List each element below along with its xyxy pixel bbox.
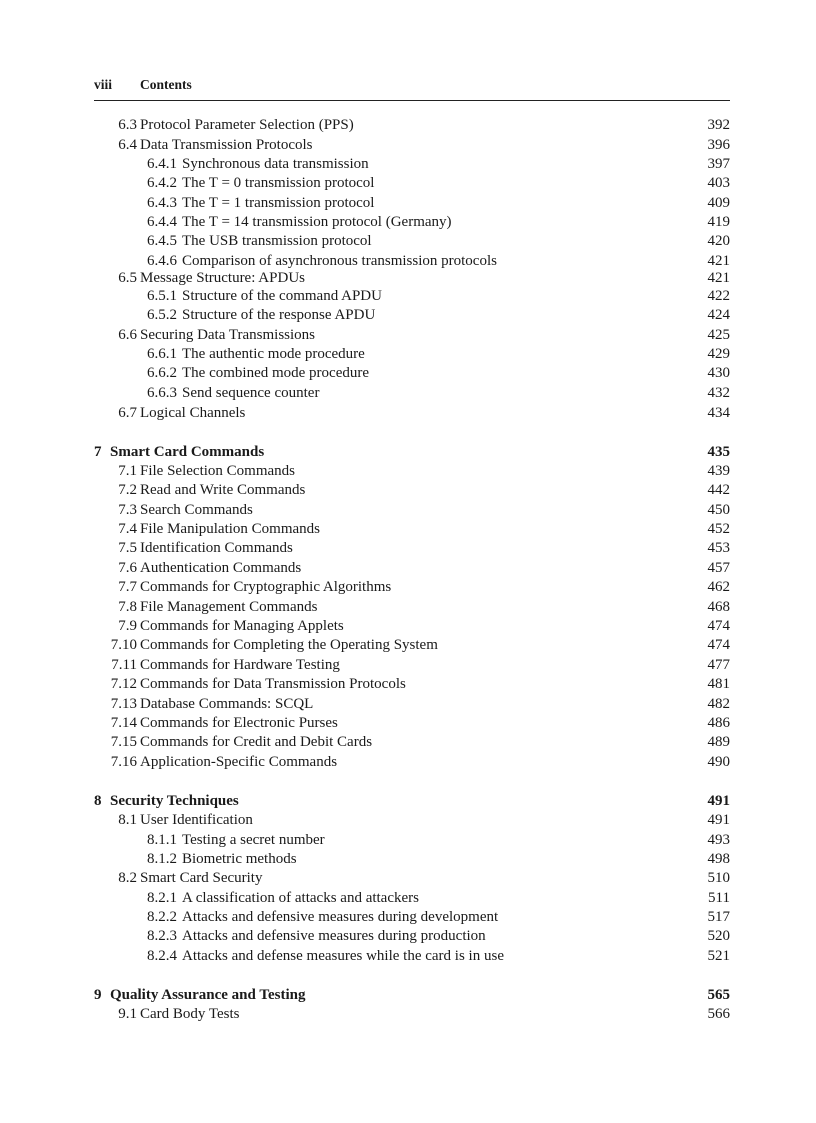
- toc-entry-number: 6.5.1: [147, 288, 177, 304]
- toc-entry-number: 7.2: [118, 482, 137, 498]
- toc-entry-page: 442: [707, 482, 730, 498]
- toc-entry-number: 8: [94, 793, 102, 809]
- toc-entry-page: 474: [707, 618, 730, 634]
- toc-entry-title: Smart Card Security: [140, 870, 263, 886]
- toc-section[interactable]: [0, 481, 816, 500]
- toc-entry-title: Commands for Hardware Testing: [140, 657, 340, 673]
- toc-entry-number: 8.2.3: [147, 928, 177, 944]
- toc-chapter[interactable]: [0, 792, 816, 811]
- toc-entry-number: 6.4.2: [147, 175, 177, 191]
- toc-entry-page: 392: [707, 117, 730, 133]
- toc-entry-page: 421: [707, 270, 730, 286]
- toc-entry-page: 430: [707, 365, 730, 381]
- toc-entry-title: User Identification: [140, 812, 253, 828]
- toc-entry-page: 468: [707, 599, 730, 615]
- toc-section[interactable]: [0, 714, 816, 733]
- toc-subsection[interactable]: [0, 174, 816, 193]
- toc-chapter[interactable]: [0, 443, 816, 462]
- toc-entry-page: 491: [707, 793, 730, 809]
- toc-entry-title: The T = 1 transmission protocol: [182, 195, 375, 211]
- toc-entry-number: 7.12: [110, 676, 137, 692]
- toc-entry-title: Attacks and defensive measures during development: [182, 909, 499, 925]
- toc-entry-number: 9: [94, 987, 102, 1003]
- toc-subsection[interactable]: [0, 850, 816, 869]
- toc-subsection[interactable]: [0, 384, 816, 403]
- toc-section[interactable]: [0, 675, 816, 694]
- toc-entry-title: The T = 14 transmission protocol (Germany): [182, 214, 452, 230]
- toc-entry-title: The T = 0 transmission protocol: [182, 175, 375, 191]
- toc-entry-title: Protocol Parameter Selection (PPS): [140, 117, 354, 133]
- toc-entry-title: Structure of the response APDU: [182, 307, 376, 323]
- toc-subsection[interactable]: [0, 889, 816, 908]
- toc-entry-number: 7.11: [111, 657, 137, 673]
- toc-entry-page: 491: [707, 812, 730, 828]
- toc-entry-title: Commands for Data Transmission Protocols: [140, 676, 406, 692]
- toc-section[interactable]: [0, 520, 816, 539]
- toc-entry-page: 482: [707, 696, 730, 712]
- toc-entry-page: 489: [707, 734, 730, 750]
- toc-section[interactable]: [0, 136, 816, 155]
- toc-chapter[interactable]: [0, 986, 816, 1005]
- toc-entry-page: 474: [707, 637, 730, 653]
- toc-entry-number: 7: [94, 444, 102, 460]
- toc-entry-page: 517: [707, 909, 730, 925]
- toc-entry-number: 8.2.1: [147, 890, 177, 906]
- toc-entry-title: Commands for Completing the Operating System: [140, 637, 438, 653]
- toc-entry-page: 481: [707, 676, 730, 692]
- toc-entry-page: 452: [707, 521, 730, 537]
- toc-entry-title: Security Techniques: [110, 793, 239, 809]
- toc-entry-title: File Manipulation Commands: [140, 521, 320, 537]
- toc-entry-title: Message Structure: APDUs: [140, 270, 305, 286]
- toc-section[interactable]: [0, 733, 816, 752]
- toc-subsection[interactable]: [0, 947, 816, 966]
- toc-section[interactable]: [0, 578, 816, 597]
- toc-entry-page: 432: [707, 385, 730, 401]
- toc-entry-title: Search Commands: [140, 502, 253, 518]
- toc-entry-number: 7.5: [118, 540, 137, 556]
- toc-entry-number: 8.1.2: [147, 851, 177, 867]
- toc-subsection[interactable]: [0, 927, 816, 946]
- toc-entry-number: 6.3: [118, 117, 137, 133]
- toc-entry-number: 6.7: [118, 405, 137, 421]
- toc-entry-number: 7.10: [110, 637, 137, 653]
- toc-entry-page: 477: [707, 657, 730, 673]
- toc-entry-number: 8.1.1: [147, 832, 177, 848]
- toc-entry-page: 493: [707, 832, 730, 848]
- toc-entry-page: 397: [707, 156, 730, 172]
- toc-entry-number: 8.1: [118, 812, 137, 828]
- toc-entry-number: 8.2.2: [147, 909, 177, 925]
- toc-entry-number: 7.6: [118, 560, 137, 576]
- toc-entry-title: Identification Commands: [140, 540, 293, 556]
- toc-subsection[interactable]: [0, 364, 816, 383]
- toc-entry-number: 6.5: [118, 270, 137, 286]
- toc-entry-number: 7.4: [118, 521, 137, 537]
- toc-section[interactable]: [0, 811, 816, 830]
- toc-entry-title: Read and Write Commands: [140, 482, 306, 498]
- toc-entry-page: 486: [707, 715, 730, 731]
- toc-entry-page: 453: [707, 540, 730, 556]
- toc-entry-page: 566: [707, 1006, 730, 1022]
- toc-entry-title: Comparison of asynchronous transmission protocols: [182, 253, 497, 269]
- toc-section[interactable]: [0, 695, 816, 714]
- toc-section[interactable]: [0, 116, 816, 135]
- toc-entry-page: 520: [707, 928, 730, 944]
- toc-entry-title: Attacks and defense measures while the card is in use: [182, 948, 504, 964]
- toc-entry-page: 396: [707, 137, 730, 153]
- toc-section[interactable]: [0, 869, 816, 888]
- toc-entry-title: Securing Data Transmissions: [140, 327, 316, 343]
- toc-entry-title: Commands for Electronic Purses: [140, 715, 338, 731]
- toc-subsection[interactable]: [0, 194, 816, 213]
- toc-entry-title: Application-Specific Commands: [140, 754, 338, 770]
- toc-section[interactable]: [0, 559, 816, 578]
- toc-entry-title: Attacks and defensive measures during production: [182, 928, 486, 944]
- toc-entry-number: 6.6: [118, 327, 137, 343]
- toc-subsection[interactable]: [0, 908, 816, 927]
- toc-subsection[interactable]: [0, 155, 816, 174]
- toc-entry-title: Commands for Managing Applets: [140, 618, 344, 634]
- toc-entry-title: Send sequence counter: [182, 385, 320, 401]
- toc-entry-page: 425: [707, 327, 730, 343]
- toc-entry-title: Commands for Credit and Debit Cards: [140, 734, 373, 750]
- toc-section[interactable]: [0, 501, 816, 520]
- toc-entry-number: 6.4: [118, 137, 137, 153]
- toc-entry-title: Logical Channels: [140, 405, 246, 421]
- toc-entry-title: Database Commands: SCQL: [140, 696, 314, 712]
- toc-entry-page: 450: [707, 502, 730, 518]
- toc-entry-title: The authentic mode procedure: [182, 346, 365, 362]
- toc-entry-title: Synchronous data transmission: [182, 156, 369, 172]
- toc-entry-number: 6.6.3: [147, 385, 177, 401]
- toc-entry-title: Data Transmission Protocols: [140, 137, 313, 153]
- toc-entry-page: 435: [707, 444, 730, 460]
- toc-subsection[interactable]: [0, 306, 816, 325]
- toc-entry-number: 6.4.3: [147, 195, 177, 211]
- toc-entry-number: 9.1: [118, 1006, 137, 1022]
- toc-section[interactable]: [0, 326, 816, 345]
- toc-entry-page: 565: [707, 987, 730, 1003]
- toc-entry-page: 511: [708, 890, 730, 906]
- toc-entry-title: Authentication Commands: [140, 560, 302, 576]
- running-title: Contents: [140, 77, 192, 92]
- toc-entry-number: 7.7: [118, 579, 137, 595]
- toc-section[interactable]: [0, 753, 816, 772]
- toc-entry-page: 521: [707, 948, 730, 964]
- toc-entry-title: The combined mode procedure: [182, 365, 370, 381]
- toc-entry-number: 6.4.4: [147, 214, 177, 230]
- toc-entry-title: Commands for Cryptographic Algorithms: [140, 579, 392, 595]
- toc-entry-page: 429: [707, 346, 730, 362]
- toc-section[interactable]: [0, 404, 816, 423]
- toc-entry-page: 439: [707, 463, 730, 479]
- toc-entry-page: 403: [707, 175, 730, 191]
- toc-entry-number: 6.4.1: [147, 156, 177, 172]
- toc-section[interactable]: [0, 269, 816, 288]
- toc-entry-title: Card Body Tests: [140, 1006, 240, 1022]
- toc-entry-title: File Management Commands: [140, 599, 318, 615]
- toc-subsection[interactable]: [0, 287, 816, 306]
- toc-entry-page: 462: [707, 579, 730, 595]
- toc-subsection[interactable]: [0, 232, 816, 251]
- toc-entry-number: 7.15: [110, 734, 137, 750]
- toc-section[interactable]: [0, 462, 816, 481]
- toc-entry-title: Biometric methods: [182, 851, 297, 867]
- toc-entry-number: 8.2: [118, 870, 137, 886]
- toc-entry-number: 7.9: [118, 618, 137, 634]
- toc-entry-number: 7.8: [118, 599, 137, 615]
- toc-entry-number: 6.6.2: [147, 365, 177, 381]
- toc-entry-number: 6.6.1: [147, 346, 177, 362]
- toc-entry-number: 7.3: [118, 502, 137, 518]
- toc-entry-number: 7.1: [118, 463, 137, 479]
- toc-entry-number: 6.4.6: [147, 253, 177, 269]
- toc-section[interactable]: [0, 617, 816, 636]
- toc-subsection[interactable]: [0, 345, 816, 364]
- toc-entry-number: 7.14: [110, 715, 137, 731]
- toc-section[interactable]: [0, 636, 816, 655]
- toc-entry-number: 7.16: [110, 754, 137, 770]
- toc-entry-title: File Selection Commands: [140, 463, 295, 479]
- toc-entry-title: Testing a secret number: [182, 832, 325, 848]
- toc-section[interactable]: [0, 539, 816, 558]
- page-number-roman: viii: [94, 77, 113, 92]
- toc-entry-page: 409: [707, 195, 730, 211]
- toc-entry-page: 490: [707, 754, 730, 770]
- toc-entry-page: 420: [707, 233, 730, 249]
- toc-subsection[interactable]: [0, 213, 816, 232]
- toc-entry-title: Smart Card Commands: [110, 444, 265, 460]
- toc-section[interactable]: [0, 656, 816, 675]
- toc-entry-page: 424: [707, 307, 730, 323]
- toc-subsection[interactable]: [0, 831, 816, 850]
- toc-entry-page: 510: [707, 870, 730, 886]
- toc-entry-page: 434: [707, 405, 730, 421]
- toc-section[interactable]: [0, 1005, 816, 1024]
- toc-entry-page: 422: [707, 288, 730, 304]
- toc-entry-number: 6.5.2: [147, 307, 177, 323]
- toc-entry-title: The USB transmission protocol: [182, 233, 372, 249]
- toc-entry-number: 6.4.5: [147, 233, 177, 249]
- toc-entry-number: 7.13: [110, 696, 137, 712]
- toc-entry-title: A classification of attacks and attackers: [182, 890, 419, 906]
- toc-entry-page: 421: [707, 253, 730, 269]
- toc-entry-title: Structure of the command APDU: [182, 288, 382, 304]
- toc-section[interactable]: [0, 598, 816, 617]
- toc-entry-number: 8.2.4: [147, 948, 177, 964]
- toc-entry-page: 498: [707, 851, 730, 867]
- toc-entry-page: 419: [707, 214, 730, 230]
- toc-entry-page: 457: [707, 560, 730, 576]
- toc-entry-title: Quality Assurance and Testing: [110, 987, 306, 1003]
